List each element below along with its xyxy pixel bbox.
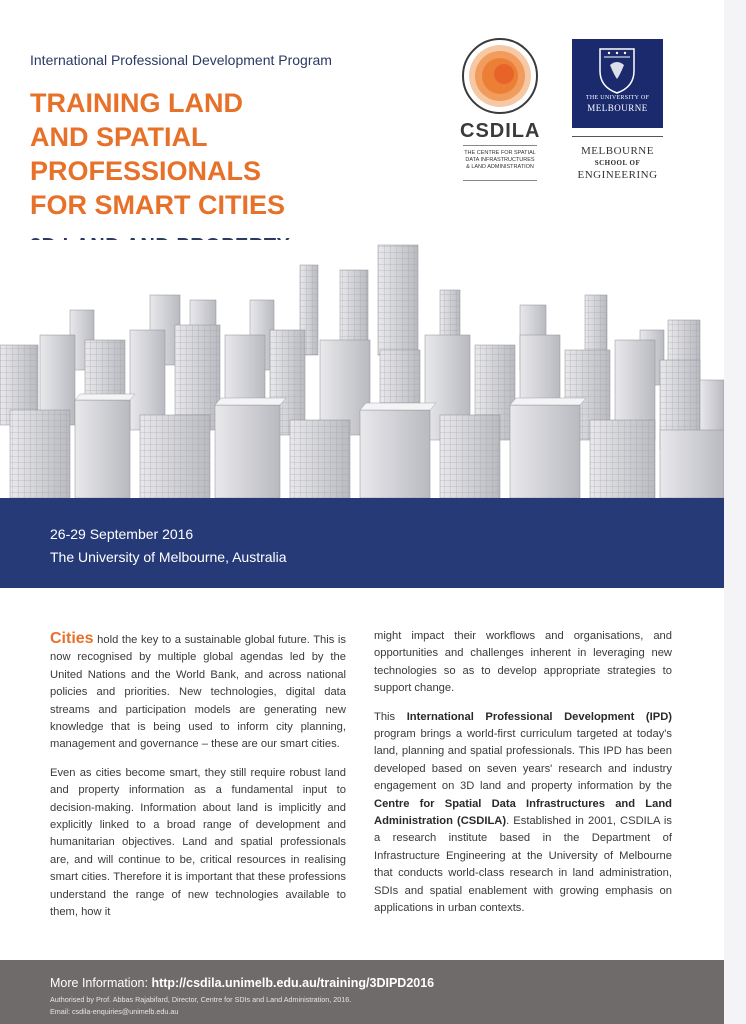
university-line: MELBOURNE bbox=[587, 103, 648, 113]
paragraph-text: This bbox=[374, 710, 407, 723]
divider bbox=[572, 136, 663, 137]
divider bbox=[463, 145, 537, 146]
body-column-left bbox=[50, 630, 346, 933]
page-title bbox=[30, 86, 430, 222]
program-label: International Professional Development Program bbox=[30, 52, 332, 68]
bold-text: International Professional Development (IPD) bbox=[406, 710, 673, 723]
more-info bbox=[50, 976, 434, 990]
bold-text: Centre for Spatial Data Infrastructures and Land Administration (CSDILA) bbox=[374, 797, 672, 828]
csdila-name: CSDILA bbox=[460, 120, 541, 142]
university-logo bbox=[572, 39, 663, 128]
city-skyline-image bbox=[0, 240, 724, 498]
csdila-desc-line: DATA INFRASTRUCTURES bbox=[465, 157, 535, 163]
footer bbox=[0, 960, 724, 1024]
paragraph bbox=[374, 709, 672, 918]
university-line: THE UNIVERSITY OF bbox=[585, 95, 650, 101]
csdila-desc-line: THE CENTRE FOR SPATIAL bbox=[464, 150, 536, 156]
school-line: ENGINEERING bbox=[577, 169, 658, 181]
csdila-description bbox=[460, 150, 540, 171]
more-info-label: More Information: bbox=[50, 976, 152, 990]
paragraph-text: hold the key to a sustainable global future. This is now recognised by multiple global agendas led by the United Nations and the World Bank, and across national policies and priorities. New technologies, digital data streams and participation models are generating new knowledge that is being used to inform city planning, management and governance – these are our smart cities. bbox=[50, 634, 346, 751]
paragraph: might impact their workflows and organisations, and opportunities and challenges inherent in leveraging new technologies so as to develop appropriate strategies to support change. bbox=[374, 630, 672, 695]
title-line: PROFESSIONALS bbox=[30, 156, 262, 186]
event-dates: 26-29 September 2016 bbox=[50, 526, 194, 542]
paragraph bbox=[50, 630, 346, 754]
paragraph-text: . Established in 2001, CSDILA is a research institute based in the Department of Infrastructure Engineering at the University of Melbourne that conducts world-class research in land administration, SDIs and spatial enablement with growing emphasis on applications in urban contexts. bbox=[374, 815, 672, 915]
title-line: FOR SMART CITIES bbox=[30, 190, 285, 220]
event-venue: The University of Melbourne, Australia bbox=[50, 549, 287, 565]
title-line: AND SPATIAL bbox=[30, 122, 208, 152]
school-line: SCHOOL OF bbox=[594, 159, 641, 167]
university-name bbox=[572, 95, 663, 113]
event-band bbox=[0, 498, 724, 588]
csdila-desc-line: & LAND ADMINISTRATION bbox=[466, 164, 534, 170]
lead-word: Cities bbox=[50, 630, 94, 647]
paragraph-text: program brings a world-first curriculum targeted at today's land, planning and spatial professionals. This IPD has been developed based on seven years' research and industry engagement on 3D land and property information by the bbox=[374, 728, 672, 793]
authorised-by: Authorised by Prof. Abbas Rajabifard, Director, Centre for SDIs and Land Administration, 2016. bbox=[50, 995, 352, 1004]
school-name bbox=[572, 145, 663, 181]
crest-icon bbox=[594, 45, 640, 95]
contact-email[interactable]: Email: csdila-enquiries@unimelb.edu.au bbox=[50, 1007, 179, 1016]
page-edge bbox=[724, 0, 746, 1024]
more-info-link[interactable]: http://csdila.unimelb.edu.au/training/3DIPD2016 bbox=[151, 976, 435, 990]
title-line: TRAINING LAND bbox=[30, 88, 243, 118]
paragraph: Even as cities become smart, they still require robust land and property information as a fundamental input to decision-making. Information about land is implicitly and explicitly linked to a broad range of development and humanitarian objectives. Land and spatial professionals are, and will continue to be, critical resources in realising smart cities. Therefore it is important that these professions understand the range of new technologies available to them, how it bbox=[50, 766, 346, 919]
body-column-right bbox=[374, 628, 672, 929]
school-line: MELBOURNE bbox=[581, 145, 654, 157]
divider bbox=[463, 180, 537, 181]
csdila-logo-icon bbox=[460, 36, 540, 116]
